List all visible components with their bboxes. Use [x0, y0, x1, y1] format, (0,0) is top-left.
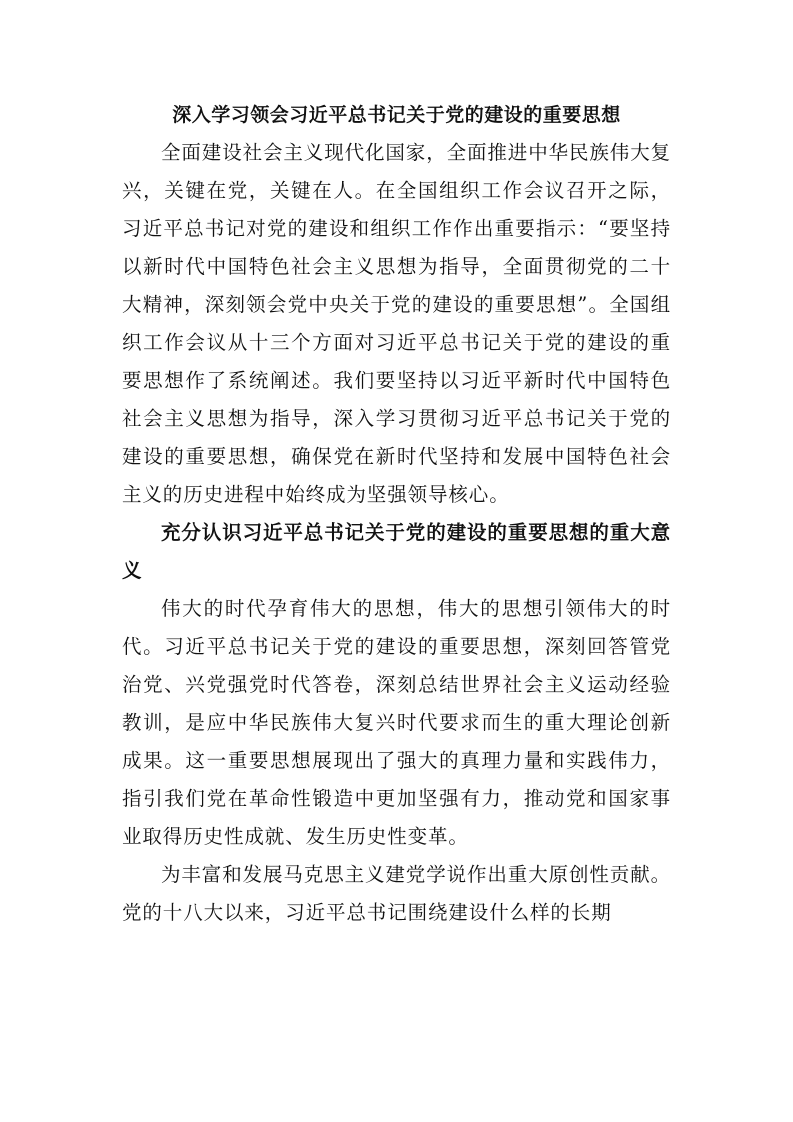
document-body — [122, 96, 671, 932]
section-paragraph-1: 伟大的时代孕育伟大的思想，伟大的思想引领伟大的时代。习近平总书记关于党的建设的重要思想，深刻回答管党治党、兴党强党时代答卷，深刻总结世界社会主义运动经验教训，是应中华民族伟大复兴时代要求而生的重大理论创新成果。这一重要思想展现出了强大的真理力量和实践伟力，指引我们党在革命性锻造中更加坚强有力，推动党和国家事业取得历史性成就、发生历史性变革。 — [122, 597, 671, 848]
intro-paragraph: 全面建设社会主义现代化国家，全面推进中华民族伟大复兴，关键在党，关键在人。在全国组织工作会议召开之际，习近平总书记对党的建设和组织工作作出重要指示：“要坚持以新时代中国特色社会主义思想为指导，全面贯彻党的二十大精神，深刻领会党中央关于党的建设的重要思想”。全国组织工作会议从十三个方面对习近平总书记关于党的建设的重要思想作了系统阐述。我们要坚持以习近平新时代中国特色社会主义思想为指导，深入学习贯彻习近平总书记关于党的建设的重要思想，确保党在新时代坚持和发展中国特色社会主义的历史进程中始终成为坚强领导核心。 — [122, 141, 672, 506]
section-paragraph-2: 为丰富和发展马克思主义建党学说作出重大原创性贡献。党的十八大以来，习近平总书记围绕建设什么样的长期 — [122, 863, 672, 924]
document-title: 深入学习领会习近平总书记关于党的建设的重要思想 — [172, 104, 621, 126]
section-heading: 充分认识习近平总书记关于党的建设的重要思想的重大意义 — [122, 521, 672, 582]
